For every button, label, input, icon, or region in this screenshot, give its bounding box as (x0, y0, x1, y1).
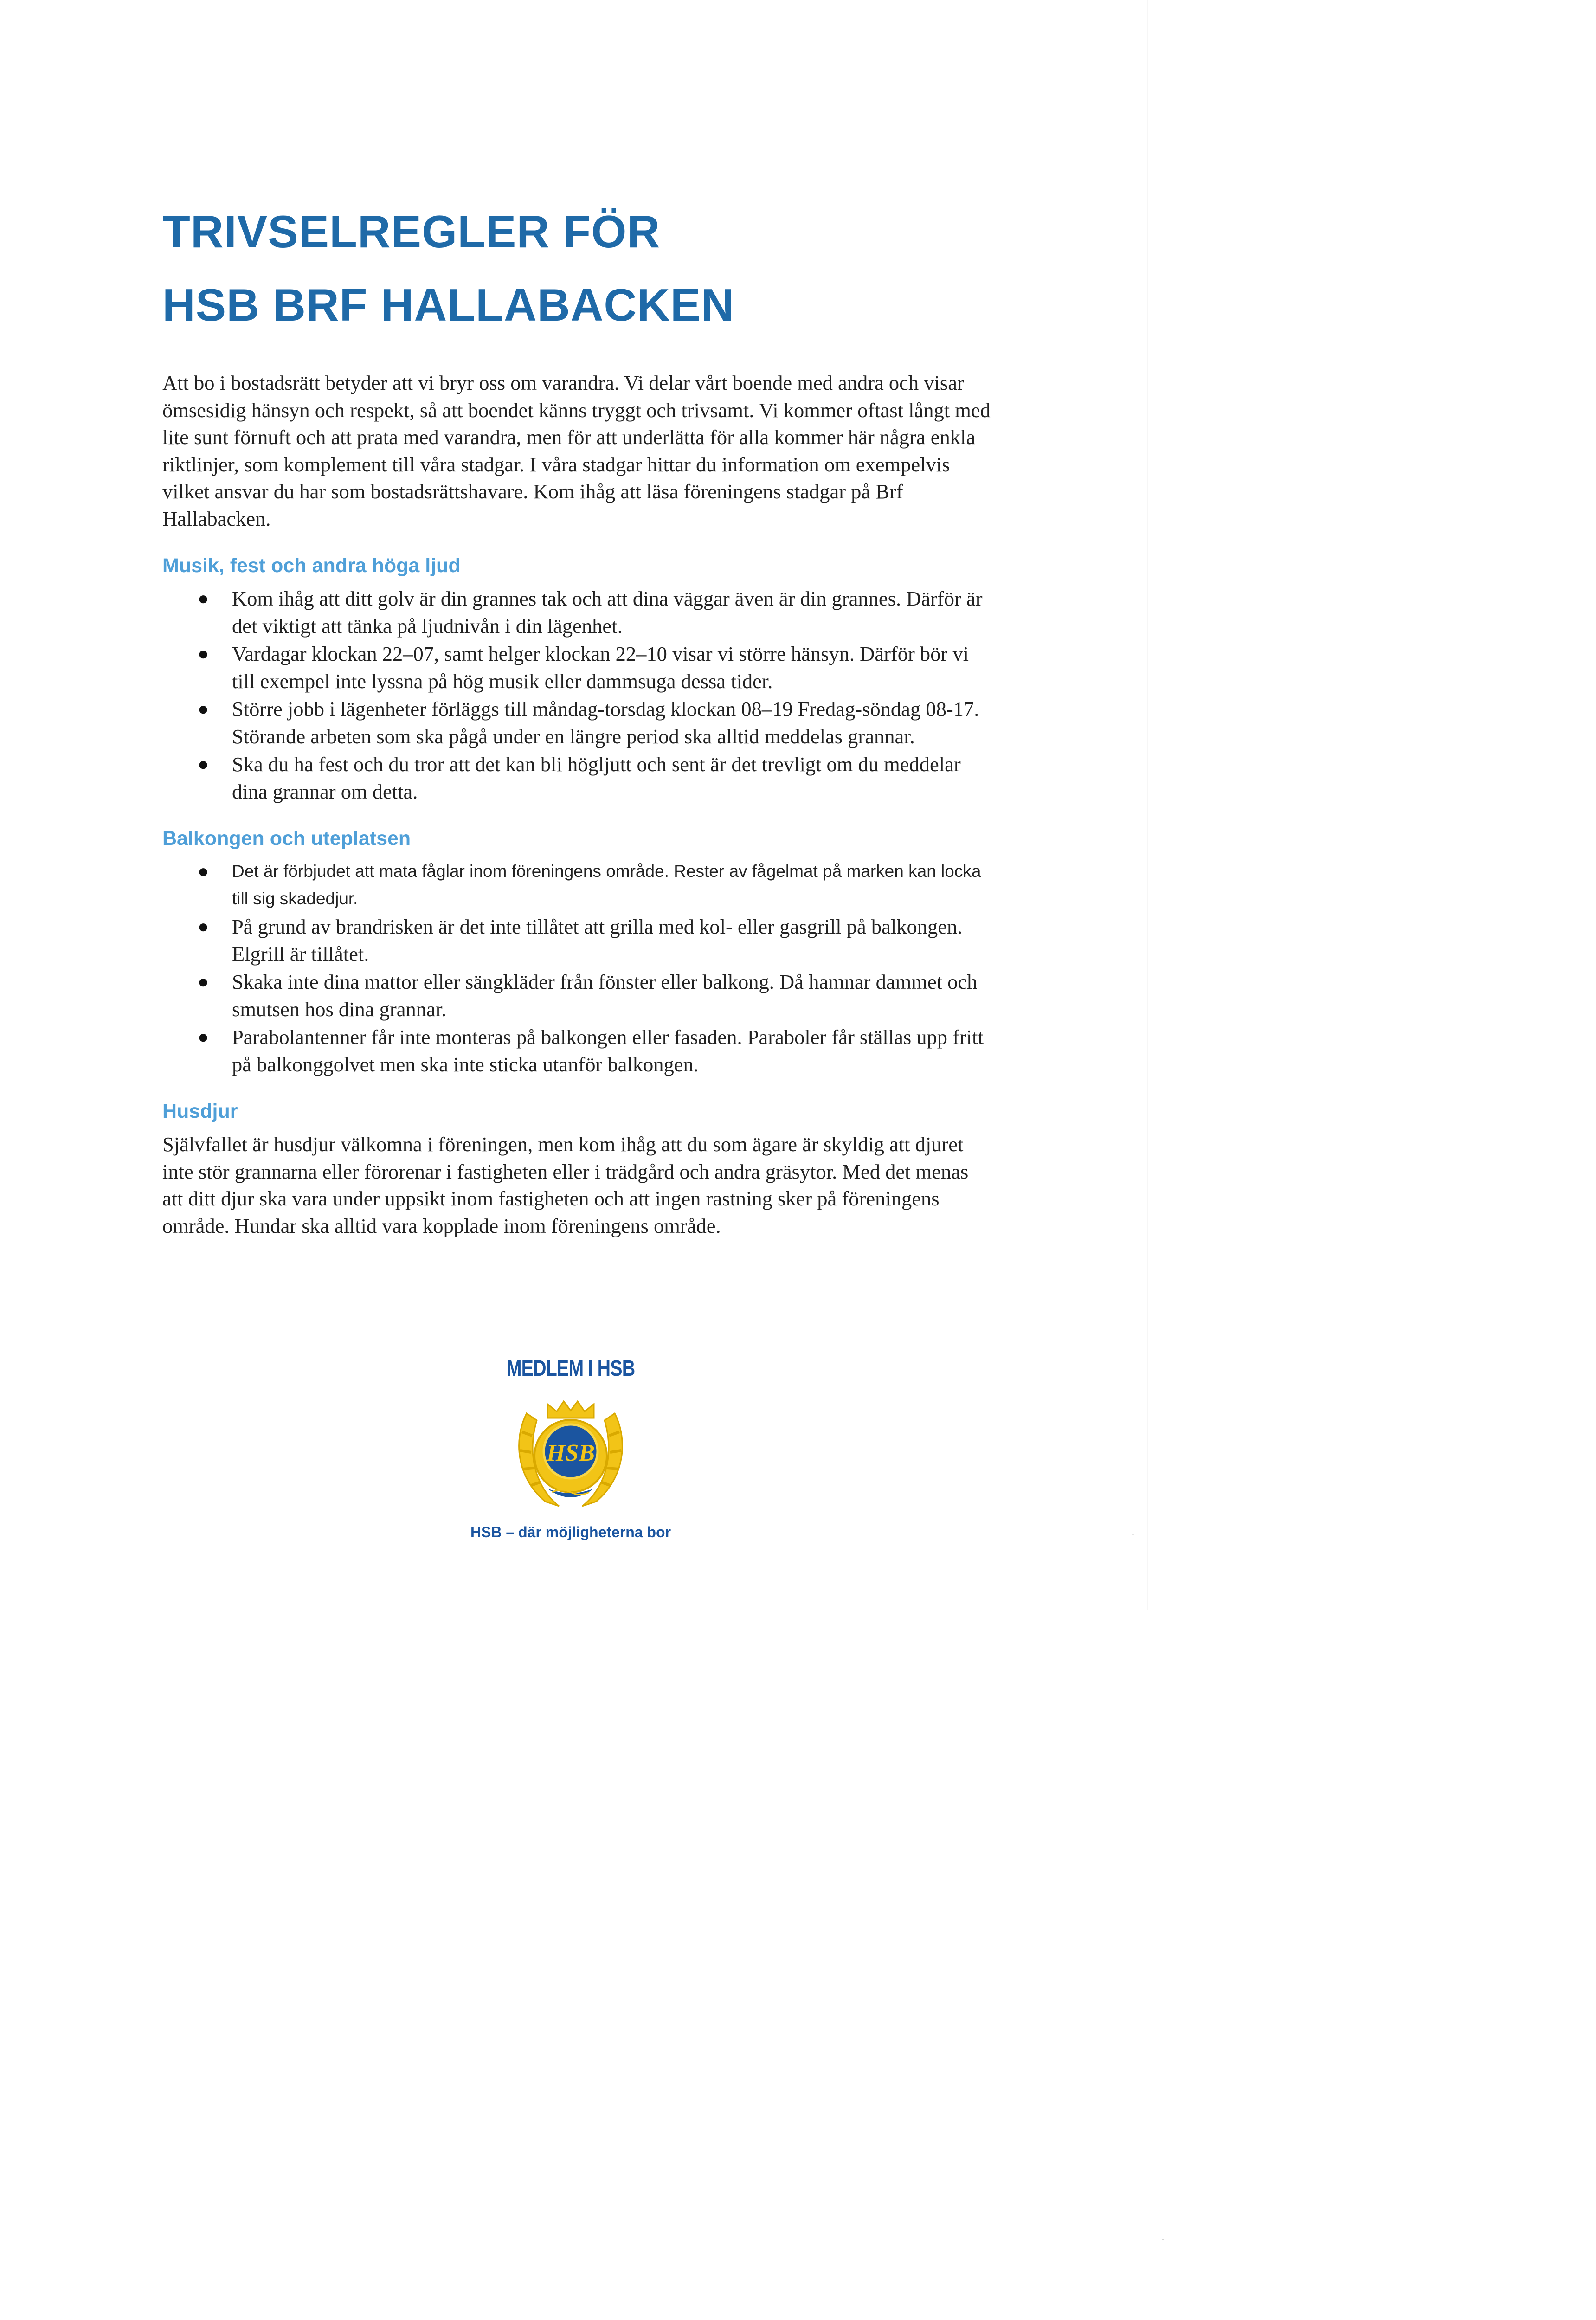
bullet-icon: ● (198, 754, 209, 774)
scan-speck (1132, 1534, 1134, 1535)
bullet-icon: ● (198, 643, 209, 664)
list-item-text: Större jobb i lägenheter förläggs till måndag-torsdag klockan 08–19 Fredag-söndag 08-17. Störande arbeten som ska pågå under en längre period ska alltid meddelas grannar. (232, 697, 979, 748)
list-item (162, 858, 993, 912)
list-item (162, 696, 993, 750)
bullet-icon: ● (198, 698, 209, 719)
list-item (162, 585, 993, 639)
list-item-text: Ska du ha fest och du tror att det kan bli högljutt och sent är det trevligt om du meddelar dina grannar om detta. (232, 753, 961, 803)
section-heading-balcony: Balkongen och uteplatsen (162, 827, 411, 850)
hsb-logo-block (464, 1355, 677, 1542)
title-line-2: HSB BRF HALLABACKEN (162, 279, 735, 330)
list-item-text: Det är förbjudet att mata fåglar inom föreningens område. Rester av fågelmat på marken kan locka till sig skadedjur. (232, 862, 981, 908)
list-item (162, 640, 993, 695)
section-heading-music: Musik, fest och andra höga ljud (162, 554, 461, 577)
bullet-icon: ● (198, 861, 209, 882)
list-item-text: På grund av brandrisken är det inte tillåtet att grilla med kol- eller gasgrill på balkongen. Elgrill är tillåtet. (232, 915, 963, 966)
music-rules-list (162, 585, 993, 805)
balcony-rules-list (162, 858, 993, 1078)
pets-paragraph: Självfallet är husdjur välkomna i föreningen, men kom ihåg att du som ägare är skyldig att djuret inte stör grannarna eller förorenar i fastigheten eller i trädgård och andra gräsytor. Med det menas att ditt djur ska vara under uppsikt inom fastigheten och att ingen rastning sker på föreningens område. Hundar ska alltid vara kopplade inom föreningens område. (162, 1133, 969, 1237)
list-item-text: Skaka inte dina mattor eller sängkläder från fönster eller balkong. Då hamnar dammet och smutsen hos dina grannar. (232, 970, 978, 1021)
bullet-icon: ● (198, 971, 209, 992)
list-item-text: Vardagar klockan 22–07, samt helger klockan 22–10 visar vi större hänsyn. Därför bör vi till exempel inte lyssna på hög musik eller dammsuga dessa tider. (232, 642, 969, 693)
emblem-lettering: HSB (546, 1440, 595, 1466)
hsb-emblem-icon (508, 1399, 633, 1515)
list-item (162, 968, 993, 1023)
list-item (162, 1024, 993, 1078)
document-title (162, 195, 993, 342)
hsb-tagline: HSB – där möjligheterna bor (470, 1524, 671, 1540)
scan-edge-shadow (1147, 0, 1148, 1610)
bullet-icon: ● (198, 1026, 209, 1047)
section-heading-pets: Husdjur (162, 1100, 238, 1122)
bullet-icon: ● (198, 588, 209, 609)
document-body (162, 195, 993, 1239)
list-item (162, 751, 993, 805)
scan-speck (1162, 2239, 1164, 2240)
member-label: MEDLEM I HSB (506, 1356, 635, 1381)
list-item-text: Parabolantenner får inte monteras på balkongen eller fasaden. Paraboler får ställas upp fritt på balkonggolvet men ska inte sticka utanför balkongen. (232, 1025, 984, 1076)
intro-paragraph: Att bo i bostadsrätt betyder att vi bryr oss om varandra. Vi delar vårt boende med andra och visar ömsesidig hänsyn och respekt, så att boendet känns tryggt och trivsamt. Vi kommer oftast långt med lite sunt förnuft och att prata med varandra, men för att underlätta för alla kommer här några enkla riktlinjer, som komplement till våra stadgar. I våra stadgar hittar du information om exempelvis vilket ansvar du har som bostadsrättshavare. Kom ihåg att läsa föreningens stadgar på Brf Hallabacken. (162, 371, 991, 530)
list-item (162, 913, 993, 967)
bullet-icon: ● (198, 916, 209, 937)
list-item-text: Kom ihåg att ditt golv är din grannes tak och att dina väggar även är din grannes. Därför är det viktigt att tänka på ljudnivån i din lägenhet. (232, 587, 983, 638)
title-line-1: TRIVSELREGLER FÖR (162, 206, 661, 257)
